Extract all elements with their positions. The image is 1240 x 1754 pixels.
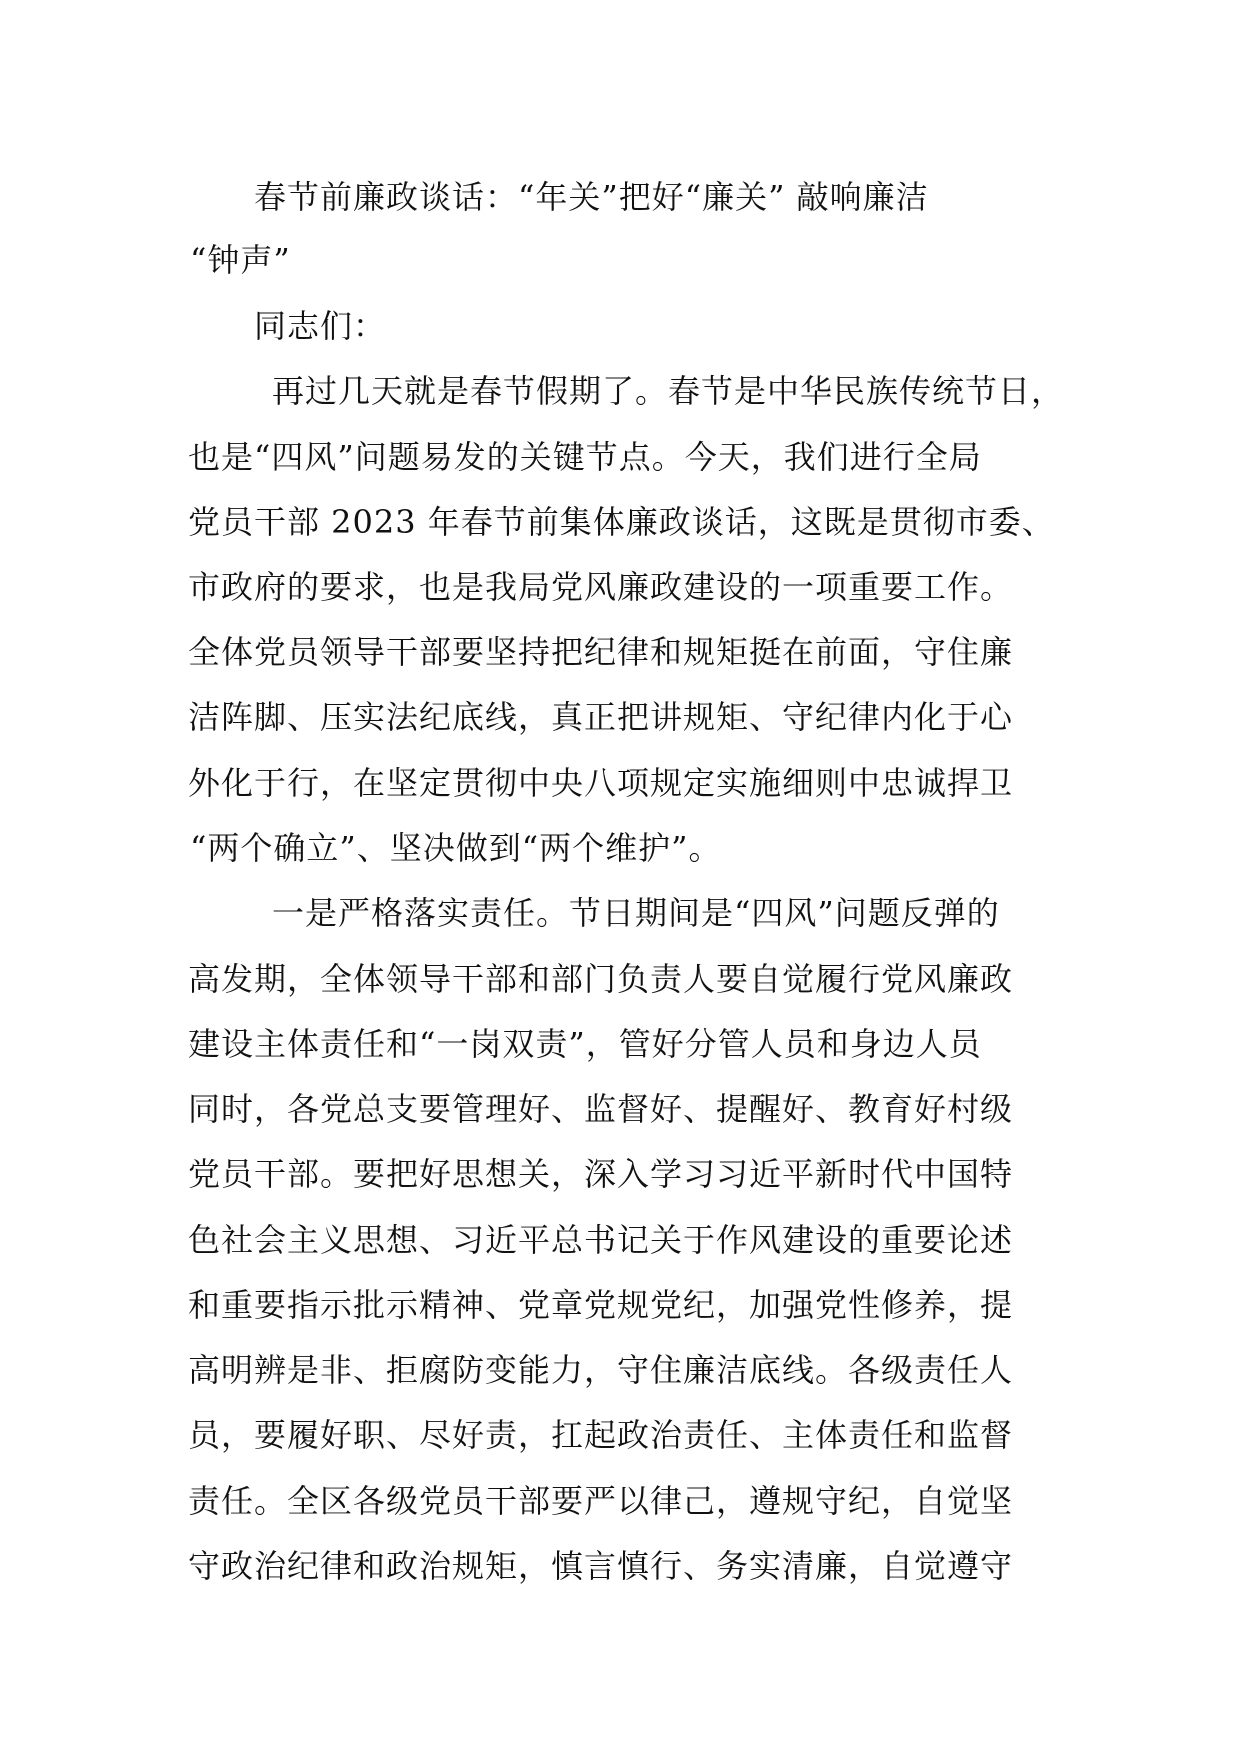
- paragraph-1-line-7: 外化于行，在坚定贯彻中央八项规定实施细则中忠诚捍卫: [188, 764, 1014, 802]
- paragraph-1-line-2: 也是“四风”问题易发的关键节点。今天，我们进行全局: [188, 438, 982, 476]
- paragraph-2-line-6: 色社会主义思想、习近平总书记关于作风建设的重要论述: [188, 1221, 1014, 1259]
- paragraph-2-line-2: 高发期，全体领导干部和部门负责人要自觉履行党风廉政: [188, 960, 1014, 998]
- title-line-2: “钟声”: [190, 241, 291, 279]
- paragraph-2-line-10: 责任。全区各级党员干部要严以律己，遵规守纪，自觉坚: [188, 1482, 1014, 1520]
- paragraph-2-line-3: 建设主体责任和“一岗双责”，管好分管人员和身边人员: [188, 1025, 982, 1063]
- paragraph-2-line-11: 守政治纪律和政治规矩，慎言慎行、务实清廉，自觉遵守: [188, 1547, 1014, 1585]
- salutation: 同志们：: [254, 307, 387, 345]
- paragraph-1-line-8: “两个确立”、坚决做到“两个维护”。: [190, 829, 722, 867]
- paragraph-1-line-3: 党员干部 2023 年春节前集体廉政谈话，这既是贯彻市委、: [188, 503, 1055, 541]
- paragraph-1-line-4: 市政府的要求，也是我局党风廉政建设的一项重要工作。: [188, 568, 1014, 606]
- paragraph-2-line-4: 同时，各党总支要管理好、监督好、提醒好、教育好村级: [188, 1090, 1014, 1128]
- title-line-1: 春节前廉政谈话：“年关”把好“廉关” 敲响廉洁: [254, 178, 929, 216]
- paragraph-2-line-7: 和重要指示批示精神、党章党规党纪，加强党性修养，提: [188, 1286, 1014, 1324]
- paragraph-2-line-8: 高明辨是非、拒腐防变能力，守住廉洁底线。各级责任人: [188, 1351, 1014, 1389]
- paragraph-2-line-1: 一是严格落实责任。节日期间是“四风”问题反弹的: [272, 894, 1000, 932]
- paragraph-2-line-9: 员，要履好职、尽好责，扛起政治责任、主体责任和监督: [188, 1416, 1014, 1454]
- paragraph-2-line-5: 党员干部。要把好思想关，深入学习习近平新时代中国特: [188, 1155, 1014, 1193]
- paragraph-1-line-1: 再过几天就是春节假期了。春节是中华民族传统节日，: [272, 372, 1065, 410]
- paragraph-1-line-5: 全体党员领导干部要坚持把纪律和规矩挺在前面，守住廉: [188, 633, 1014, 671]
- paragraph-1-line-6: 洁阵脚、压实法纪底线，真正把讲规矩、守纪律内化于心: [188, 698, 1014, 736]
